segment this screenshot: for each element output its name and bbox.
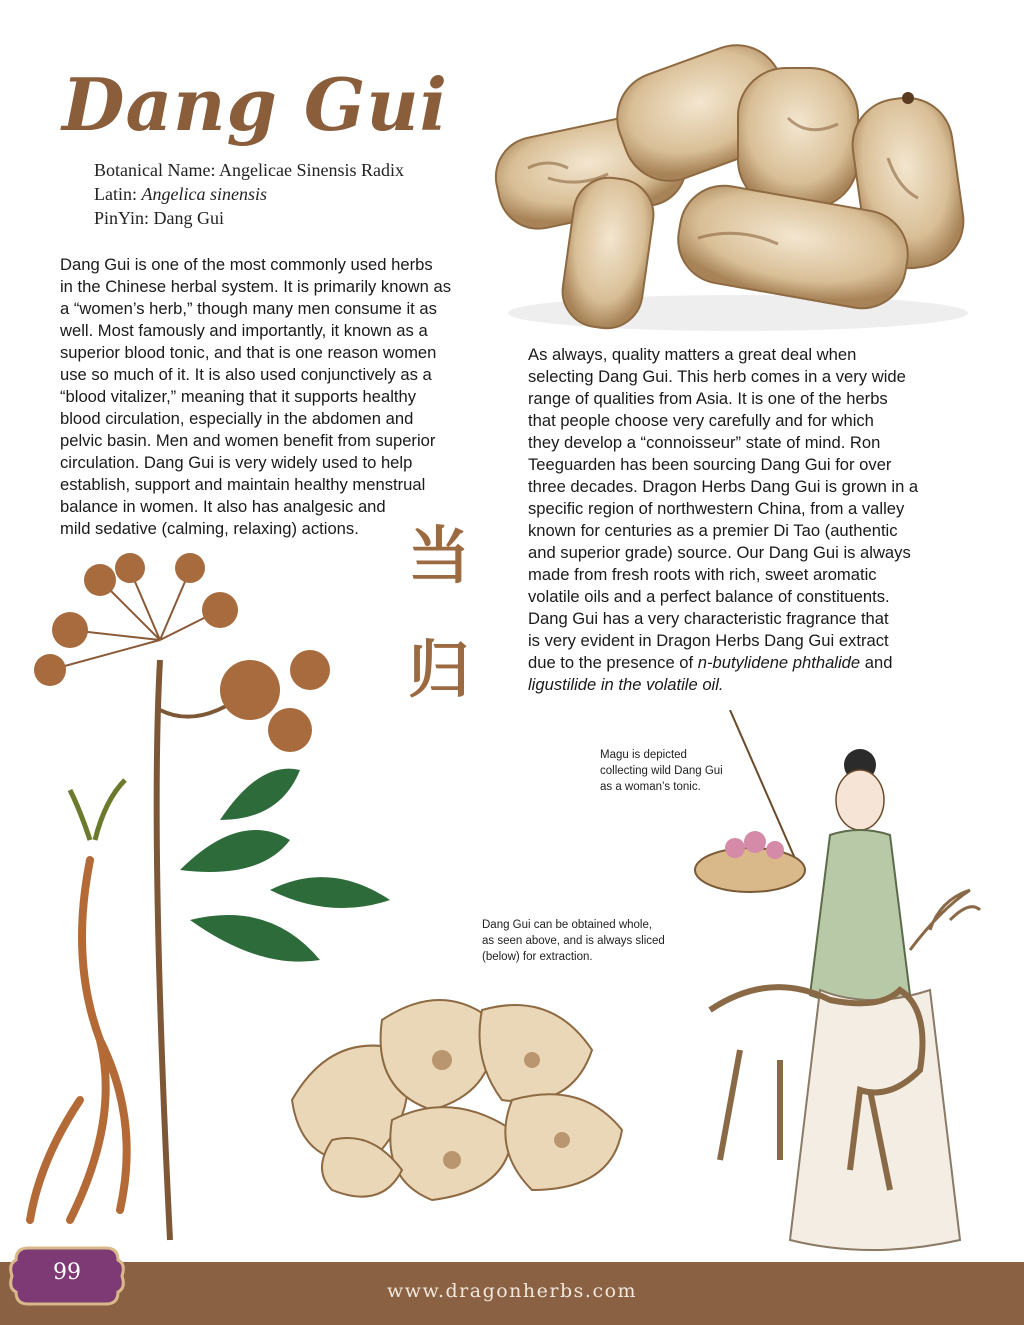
text-fragment: due to the presence of <box>528 653 698 672</box>
herb-metadata <box>94 158 404 230</box>
text-line: known for centuries as a premier Di Tao (authentic <box>528 521 898 540</box>
text-line: “blood vitalizer,” meaning that it supports healthy <box>60 387 417 406</box>
text-line: a “women’s herb,” though many men consume it as <box>60 299 437 318</box>
pinyin-line <box>94 206 404 230</box>
caption-line: as seen above, and is always sliced <box>482 935 665 947</box>
compound-name: ligustilide in the volatile oil. <box>528 675 724 694</box>
text-line: and superior grade) source. Our Dang Gui is always <box>528 543 911 562</box>
text-line: specific region of northwestern China, from a valley <box>528 499 905 518</box>
website-link[interactable]: www.dragonherbs.com <box>386 1280 638 1302</box>
text-line <box>528 652 936 674</box>
caption-line: Dang Gui can be obtained whole, <box>482 919 653 931</box>
text-line: As always, quality matters a great deal when <box>528 345 857 364</box>
left-column-text <box>60 254 470 540</box>
text-line: use so much of it. It is also used conjunctively as a <box>60 365 432 384</box>
text-line: that people choose very carefully and for which <box>528 411 874 430</box>
caption-line: collecting wild Dang Gui <box>600 765 723 777</box>
text-line: superior blood tonic, and that is one reason women <box>60 343 437 362</box>
text-fragment: and <box>860 653 893 672</box>
text-line: well. Most famously and importantly, it known as a <box>60 321 428 340</box>
compound-name: n-butylidene phthalide <box>697 653 861 672</box>
text-line: mild sedative (calming, relaxing) actions. <box>60 519 359 538</box>
text-line: three decades. Dragon Herbs Dang Gui is grown in a <box>528 477 919 496</box>
magu-caption <box>600 747 723 795</box>
caption-line: Magu is depicted <box>600 749 687 761</box>
text-line: in the Chinese herbal system. It is primarily known as <box>60 277 452 296</box>
text-line: circulation. Dang Gui is very widely used to help <box>60 453 413 472</box>
text-line <box>528 674 936 696</box>
page-number: 99 <box>53 1260 81 1285</box>
magu-illustration <box>680 710 1000 1260</box>
latin-name-line <box>94 182 404 206</box>
text-line: selecting Dang Gui. This herb comes in a very wide <box>528 367 906 386</box>
pinyin-value: Dang Gui <box>153 208 225 228</box>
botanical-name-line <box>94 158 404 182</box>
pinyin-label: PinYin: <box>94 208 150 228</box>
text-line: volatile oils and a perfect balance of constituents. <box>528 587 890 606</box>
dried-roots-image <box>488 28 988 338</box>
text-line: is very evident in Dragon Herbs Dang Gui extract <box>528 631 889 650</box>
caption-line: (below) for extraction. <box>482 951 593 963</box>
text-line: Dang Gui is one of the most commonly used herbs <box>60 255 433 274</box>
botanical-label: Botanical Name: <box>94 160 216 180</box>
text-line: establish, support and maintain healthy menstrual <box>60 475 426 494</box>
text-line: made from fresh roots with rich, sweet aromatic <box>528 565 877 584</box>
sliced-roots-image <box>272 980 662 1220</box>
text-line: Dang Gui has a very characteristic fragrance that <box>528 609 889 628</box>
right-column-text <box>528 344 936 696</box>
latin-value: Angelica sinensis <box>141 184 267 204</box>
chinese-character-gui: 归 <box>408 633 471 706</box>
text-line: pelvic basin. Men and women benefit from superior <box>60 431 436 450</box>
caption-line: as a woman’s tonic. <box>600 781 701 793</box>
text-line: Teeguarden has been sourcing Dang Gui for over <box>528 455 892 474</box>
sliced-caption <box>482 917 665 965</box>
botanical-value: Angelicae Sinensis Radix <box>218 160 404 180</box>
chinese-character-dang: 当 <box>408 519 471 592</box>
text-line: range of qualities from Asia. It is one of the herbs <box>528 389 888 408</box>
page-title: Dang Gui <box>62 62 449 147</box>
text-line: blood circulation, especially in the abdomen and <box>60 409 414 428</box>
latin-label: Latin: <box>94 184 137 204</box>
text-line: balance in women. It also has analgesic and <box>60 497 386 516</box>
text-line: they develop a “connoisseur” state of mind. Ron <box>528 433 881 452</box>
